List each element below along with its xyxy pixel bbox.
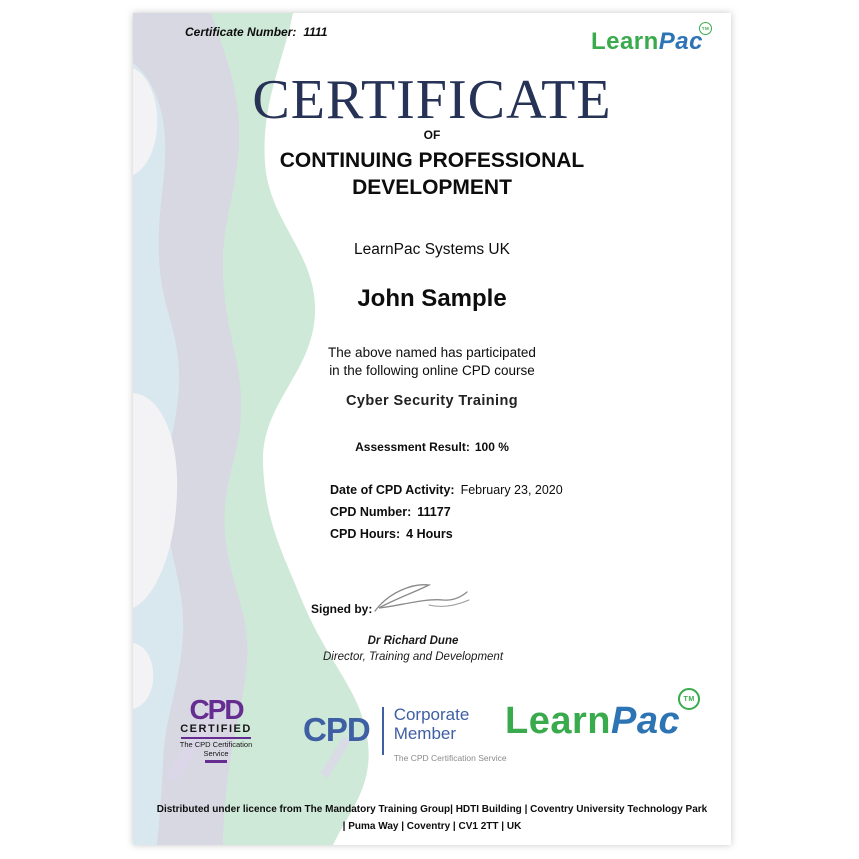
participation-line2: in the following online CPD course (329, 362, 535, 378)
cpd-certified-logo-service-line1: The CPD Certification (179, 740, 253, 749)
cpd-corporate-logo-line2: Member (393, 724, 457, 743)
cpd-corporate-logo-divider (382, 707, 384, 755)
cpd-certified-logo-certified-text: CERTIFIED (180, 723, 252, 735)
cpd-corporate-logo-cpd-text: CPD (303, 711, 370, 748)
learnpac-logo-learn-text: Learn (505, 700, 611, 742)
certificate-number-label: Certificate Number: (185, 25, 297, 39)
title-of-text: OF (423, 128, 441, 142)
licence-footer (133, 802, 731, 835)
certificate-subtitle (133, 147, 731, 201)
subtitle-line1: CONTINUING PROFESSIONAL (279, 149, 585, 172)
signed-by-label: Signed by: (311, 602, 373, 616)
licence-footer-line2: | Puma Way | Coventry | CV1 2TT | UK (342, 820, 522, 832)
course-title: Cyber Security Training (346, 393, 518, 409)
cpd-certified-logo-rule (181, 737, 251, 739)
learnpac-logo-top (590, 26, 710, 56)
certificate-number (185, 25, 327, 39)
licence-footer-line1: Distributed under licence from The Mandatory Training Group| HDTI Building | Coventry University Technology Park (156, 804, 708, 815)
cpd-details (330, 483, 563, 549)
assessment-result-label: Assessment Result: (355, 440, 470, 454)
learnpac-logo-pac-text: Pac (658, 28, 703, 55)
recipient-name: John Sample (357, 285, 507, 312)
cpd-date-row (330, 483, 563, 505)
cpd-corporate-member-logo (303, 705, 507, 763)
cpd-date-value: February 23, 2020 (460, 483, 563, 497)
learnpac-logo-learn-text: Learn (590, 28, 659, 55)
cpd-number-label: CPD Number: (330, 505, 412, 519)
participation-statement (133, 344, 731, 379)
cpd-hours-value: 4 Hours (406, 527, 453, 541)
cpd-certified-logo-service-line2: Service (203, 748, 229, 758)
issuer-name: LearnPac Systems UK (354, 241, 510, 258)
cpd-corporate-logo-text-column (394, 705, 507, 763)
trademark-icon: TM (699, 22, 712, 35)
assessment-result-value: 100 % (474, 440, 509, 454)
certificate-page (133, 13, 731, 845)
signatory-name: Dr Richard Dune (367, 635, 459, 647)
learnpac-logo-bottom (505, 695, 695, 743)
cpd-certified-logo-cpd-text: CPD (189, 694, 243, 725)
learnpac-logo-pac-text: Pac (610, 700, 681, 742)
signatory-block (133, 633, 693, 665)
cpd-corporate-logo-line1: Corporate (393, 705, 470, 724)
cpd-certified-logo-smallprint-bar (205, 760, 227, 763)
cpd-corporate-logo-service-text: The CPD Certification Service (393, 753, 507, 763)
signature-image (371, 579, 475, 623)
cpd-certified-logo (177, 694, 255, 763)
cpd-number-value: 11177 (417, 505, 451, 519)
cpd-hours-label: CPD Hours: (330, 527, 401, 541)
certificate-number-value: 1111 (303, 25, 328, 39)
cpd-date-label: Date of CPD Activity: (330, 483, 455, 497)
trademark-icon: TM (678, 688, 700, 710)
subtitle-line2: DEVELOPMENT (352, 176, 512, 199)
signatory-title: Director, Training and Development (322, 651, 504, 663)
cpd-number-row (330, 505, 563, 527)
participation-line1: The above named has participated (328, 345, 536, 360)
certificate-title: CERTIFICATE (252, 69, 612, 131)
assessment-result (133, 440, 731, 454)
cpd-hours-row (330, 527, 563, 549)
